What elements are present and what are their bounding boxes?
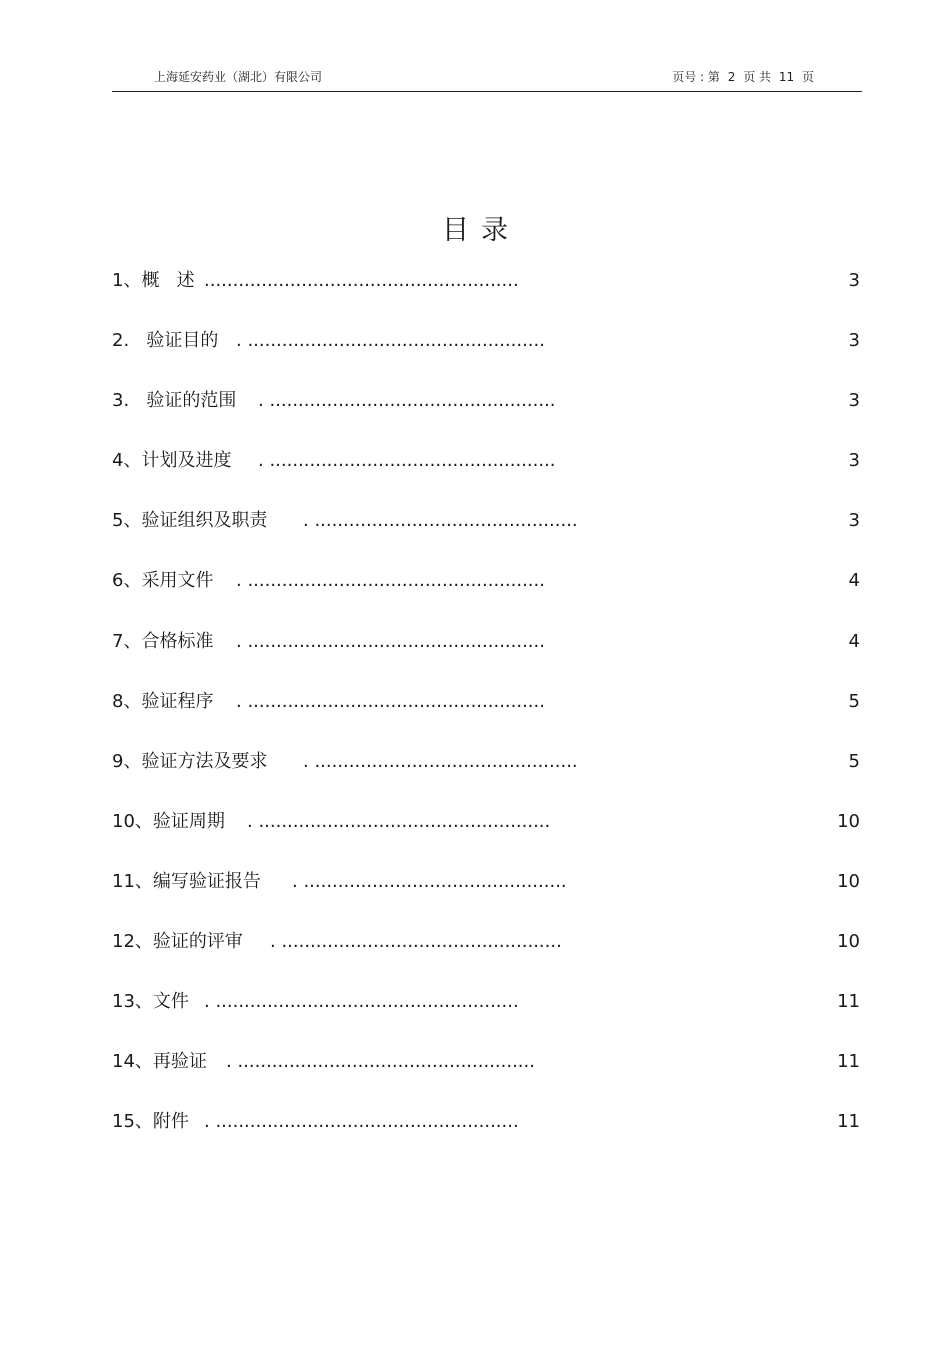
toc-leader-dots: . .....................................................	[204, 1111, 519, 1133]
toc-entry-page: 10	[837, 870, 860, 892]
toc-entry-page: 4	[848, 570, 860, 592]
toc-entry-label: 15、附件	[112, 1111, 189, 1133]
company-name: 上海延安药业（湖北）有限公司	[154, 70, 323, 84]
toc-entry-label: 14、再验证	[112, 1051, 207, 1073]
toc-entry-label: 9、验证方法及要求	[112, 750, 268, 772]
toc-entry-page: 3	[848, 330, 860, 352]
page-mid: 页 共	[743, 70, 772, 84]
page-unit: 页	[801, 70, 814, 84]
toc-entry[interactable]	[112, 446, 860, 506]
toc-entry-page: 3	[848, 510, 860, 532]
toc-entry-page: 11	[837, 1111, 860, 1133]
toc-leader-dots: .......................................................	[204, 270, 519, 291]
toc-entry[interactable]	[112, 326, 860, 386]
toc-entry-label: 4、计划及进度	[112, 450, 232, 472]
page-number-info	[672, 68, 818, 85]
toc-leader-dots: . ..............................................	[303, 750, 578, 772]
toc-leader-dots: . ....................................................	[226, 1051, 535, 1073]
toc-entry-label: 13、文件	[112, 991, 189, 1013]
toc-leader-dots: . ....................................................	[236, 570, 545, 592]
toc-leader-dots: . ..............................................	[292, 870, 567, 892]
toc-leader-dots: . .................................................	[270, 931, 562, 953]
toc-leader-dots: . ....................................................	[236, 690, 545, 712]
page-label: 页号 : 第	[672, 70, 720, 84]
toc-leader-dots: . ..............................................	[303, 510, 578, 532]
toc-entry[interactable]	[112, 1047, 860, 1107]
toc-entry-page: 5	[848, 690, 860, 712]
toc-leader-dots: . ..................................................	[258, 390, 556, 412]
toc-entry-page: 4	[848, 630, 860, 652]
toc-entry-page: 11	[837, 1051, 860, 1073]
toc-entry-label: 7、合格标准	[112, 630, 214, 652]
toc-entry-page: 11	[837, 991, 860, 1013]
page-header	[112, 66, 862, 92]
page-total: 11	[778, 70, 795, 84]
toc-leader-dots: . ....................................................	[236, 330, 545, 352]
toc-leader-dots: . ....................................................	[236, 630, 545, 652]
toc-entry[interactable]	[112, 1107, 860, 1167]
toc-entry[interactable]	[112, 987, 860, 1047]
toc-entry-page: 5	[848, 750, 860, 772]
toc-entry-page: 3	[848, 270, 860, 291]
toc-entry[interactable]	[112, 386, 860, 446]
toc-entry-label: 11、编写验证报告	[112, 870, 261, 892]
page-title: 目录	[442, 215, 520, 246]
toc-entry-label: 1、概 述	[112, 270, 195, 291]
toc-entry[interactable]	[112, 266, 860, 326]
toc-entry-label: 6、采用文件	[112, 570, 214, 592]
toc-entry-page: 10	[837, 810, 860, 832]
toc-leader-dots: . ..................................................	[258, 450, 556, 472]
toc-entry-page: 10	[837, 931, 860, 953]
toc-leader-dots: . .....................................................	[204, 991, 519, 1013]
table-of-contents	[112, 266, 860, 1167]
toc-leader-dots: . ...................................................	[247, 810, 551, 832]
toc-entry-label: 5、验证组织及职责	[112, 510, 268, 532]
toc-entry-label: 10、验证周期	[112, 810, 225, 832]
toc-entry[interactable]	[112, 807, 860, 867]
toc-entry[interactable]	[112, 687, 860, 747]
toc-entry[interactable]	[112, 927, 860, 987]
toc-entry-page: 3	[848, 450, 860, 472]
toc-entry[interactable]	[112, 867, 860, 927]
toc-entry[interactable]	[112, 506, 860, 566]
toc-entry[interactable]	[112, 747, 860, 807]
toc-entry-page: 3	[848, 390, 860, 412]
toc-entry-label: 3. 验证的范围	[112, 390, 237, 412]
toc-entry[interactable]	[112, 566, 860, 626]
toc-entry-label: 8、验证程序	[112, 690, 214, 712]
toc-entry-label: 2. 验证目的	[112, 330, 219, 352]
toc-entry[interactable]	[112, 627, 860, 687]
page-current: 2	[727, 70, 736, 84]
toc-entry-label: 12、验证的评审	[112, 931, 243, 953]
